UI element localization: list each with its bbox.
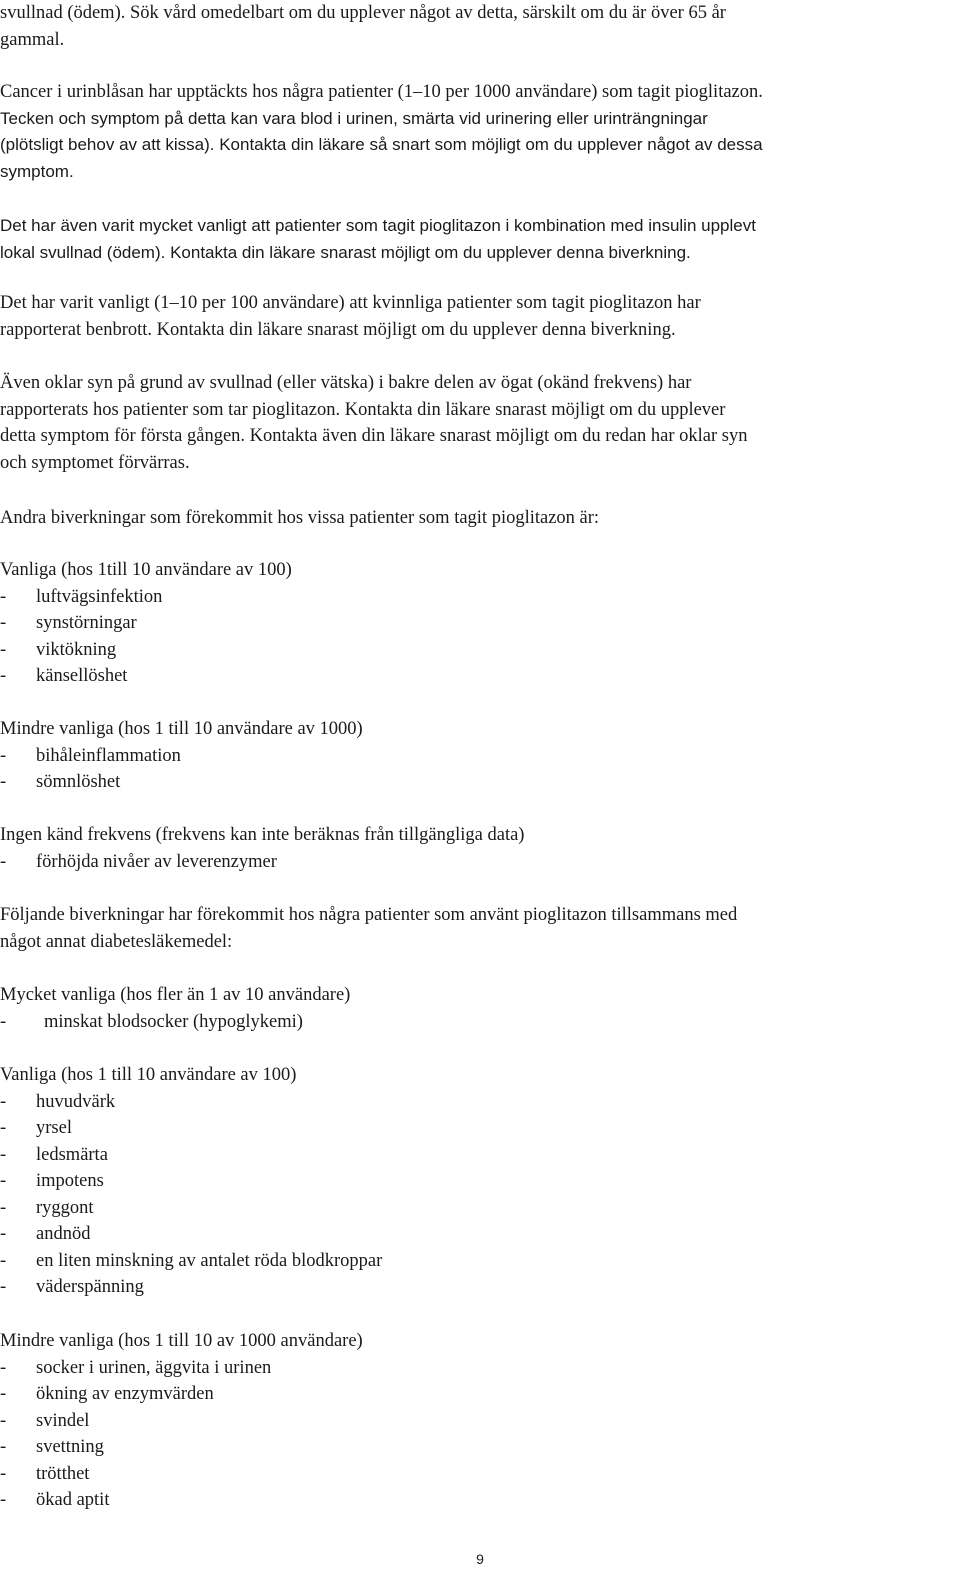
list-item-text: socker i urinen, äggvita i urinen bbox=[36, 1357, 272, 1378]
combination-very-common-list bbox=[0, 982, 955, 1035]
list-item bbox=[0, 1274, 955, 1301]
list-dash: - bbox=[0, 1463, 7, 1484]
common-side-effects-list bbox=[0, 557, 955, 690]
list-dash: - bbox=[0, 1224, 7, 1244]
insulin-edema-paragraph bbox=[0, 213, 955, 266]
list-item-text: synstörningar bbox=[36, 613, 137, 633]
list-item bbox=[0, 1115, 955, 1142]
text-line: och symptomet förvärras. bbox=[0, 452, 190, 473]
list-item-text: förhöjda nivåer av leverenzymer bbox=[36, 851, 277, 872]
list-item bbox=[0, 1142, 955, 1169]
text-line: (plötsligt behov av att kissa). Kontakta din läkare så snart som möjligt om du upplever något av dessa bbox=[0, 135, 763, 154]
list-item-text: ökad aptit bbox=[36, 1490, 110, 1510]
list-dash: - bbox=[0, 745, 7, 766]
list-item-text: sömnlöshet bbox=[36, 772, 121, 792]
text-line: något annat diabetesläkemedel: bbox=[0, 931, 233, 952]
text-line: Följande biverkningar har förekommit hos några patienter som använt pioglitazon tillsammans med bbox=[0, 905, 738, 925]
list-item-text: bihåleinflammation bbox=[36, 745, 181, 766]
list-dash: - bbox=[0, 1437, 7, 1457]
list-item bbox=[0, 1461, 955, 1488]
list-heading: Mindre vanliga (hos 1 till 10 av 1000 användare) bbox=[0, 1331, 363, 1351]
list-item-text: känsellöshet bbox=[36, 666, 128, 686]
list-item-text: ryggont bbox=[36, 1197, 94, 1218]
list-item bbox=[0, 1408, 955, 1435]
list-item-text: viktökning bbox=[36, 639, 117, 660]
text-line: gammal. bbox=[0, 29, 65, 50]
list-dash: - bbox=[0, 1490, 7, 1510]
text-line: Det har varit vanligt (1–10 per 100 användare) att kvinnliga patienter som tagit pioglitazon har bbox=[0, 293, 701, 313]
intro-paragraph bbox=[0, 0, 955, 53]
blurred-vision-paragraph bbox=[0, 370, 955, 476]
list-heading: Mindre vanliga (hos 1 till 10 användare av 1000) bbox=[0, 719, 363, 739]
list-item-text: luftvägsinfektion bbox=[36, 586, 163, 607]
uncommon-side-effects-list bbox=[0, 716, 955, 796]
list-dash: - bbox=[0, 1144, 7, 1165]
list-item-text: trötthet bbox=[36, 1463, 90, 1484]
list-item-text: ökning av enzymvärden bbox=[36, 1384, 214, 1404]
list-heading: Mycket vanliga (hos fler än 1 av 10 användare) bbox=[0, 985, 351, 1005]
list-item bbox=[0, 1248, 955, 1275]
list-item-text: väderspänning bbox=[36, 1277, 144, 1297]
list-item bbox=[0, 610, 955, 637]
text-line: svullnad (ödem). Sök vård omedelbart om du upplever något av detta, särskilt om du är över 65 år bbox=[0, 3, 726, 23]
combination-common-list bbox=[0, 1062, 955, 1301]
list-dash: - bbox=[0, 1384, 7, 1404]
text-line: rapporterat benbrott. Kontakta din läkare snarast möjligt om du upplever denna biverkning. bbox=[0, 319, 676, 340]
other-side-effects-intro bbox=[0, 505, 955, 532]
text-line: Det har även varit mycket vanligt att patienter som tagit pioglitazon i kombination med insulin upplevt bbox=[0, 216, 756, 235]
text-line: detta symptom för första gången. Kontakta även din läkare snarast möjligt om du redan har oklar syn bbox=[0, 426, 748, 446]
list-heading: Ingen känd frekvens (frekvens kan inte beräknas från tillgängliga data) bbox=[0, 825, 525, 845]
list-item-text: minskat blodsocker (hypoglykemi) bbox=[44, 1011, 303, 1032]
text-line: Tecken och symptom på detta kan vara blod i urinen, smärta vid urinering eller urinträngningar bbox=[0, 108, 708, 128]
unknown-frequency-list bbox=[0, 822, 955, 875]
list-item bbox=[0, 1434, 955, 1461]
list-item bbox=[0, 769, 955, 796]
list-dash: - bbox=[0, 1118, 7, 1138]
text-line: Även oklar syn på grund av svullnad (eller vätska) i bakre delen av ögat (okänd frekvens) har bbox=[0, 373, 692, 393]
list-item bbox=[0, 584, 955, 611]
list-dash: - bbox=[0, 851, 7, 872]
list-item bbox=[0, 1355, 955, 1382]
combination-intro-paragraph bbox=[0, 902, 955, 955]
list-item-text: andnöd bbox=[36, 1224, 91, 1244]
list-item-text: ledsmärta bbox=[36, 1144, 108, 1165]
list-dash: - bbox=[0, 1250, 7, 1271]
list-item-text: yrsel bbox=[36, 1118, 72, 1138]
list-item bbox=[0, 1168, 955, 1195]
list-dash: - bbox=[0, 1410, 7, 1431]
list-item-text: huvudvärk bbox=[36, 1091, 116, 1112]
list-dash: - bbox=[0, 1357, 7, 1378]
list-heading: Vanliga (hos 1 till 10 användare av 100) bbox=[0, 1065, 297, 1085]
text-line: Andra biverkningar som förekommit hos vissa patienter som tagit pioglitazon är: bbox=[0, 508, 600, 528]
combination-uncommon-list bbox=[0, 1328, 955, 1514]
list-dash: - bbox=[0, 586, 7, 607]
list-dash: - bbox=[0, 1091, 7, 1112]
list-item-text: impotens bbox=[36, 1171, 104, 1191]
list-item bbox=[0, 1221, 955, 1248]
list-item bbox=[0, 1195, 955, 1222]
list-item bbox=[0, 663, 955, 690]
bladder-cancer-paragraph bbox=[0, 79, 955, 185]
text-line: Cancer i urinblåsan har upptäckts hos några patienter (1–10 per 1000 användare) som tagit pioglitazon. bbox=[0, 82, 763, 102]
list-item bbox=[0, 849, 955, 876]
list-dash: - bbox=[0, 1277, 7, 1297]
list-dash: - bbox=[0, 772, 7, 792]
list-item-text: svettning bbox=[36, 1437, 104, 1457]
list-item-text: en liten minskning av antalet röda blodkroppar bbox=[36, 1250, 383, 1271]
list-dash: - bbox=[0, 639, 7, 660]
text-line: lokal svullnad (ödem). Kontakta din läkare snarast möjligt om du upplever denna biverkning. bbox=[0, 242, 691, 262]
bone-fracture-paragraph bbox=[0, 290, 955, 343]
list-item bbox=[0, 1381, 955, 1408]
list-dash: - bbox=[0, 1171, 7, 1191]
list-dash: - bbox=[0, 666, 7, 686]
list-item-text: svindel bbox=[36, 1410, 90, 1431]
page-number: 9 bbox=[476, 1551, 484, 1567]
list-item bbox=[0, 1487, 955, 1514]
list-item bbox=[0, 1089, 955, 1116]
list-item bbox=[0, 637, 955, 664]
list-dash: - bbox=[0, 1197, 7, 1218]
list-dash: - bbox=[0, 613, 7, 633]
list-heading: Vanliga (hos 1till 10 användare av 100) bbox=[0, 560, 292, 580]
text-line: symptom. bbox=[0, 161, 74, 181]
list-item bbox=[0, 743, 955, 770]
list-dash: - bbox=[0, 1011, 7, 1032]
text-line: rapporterats hos patienter som tar pioglitazon. Kontakta din läkare snarast möjligt om du upplever bbox=[0, 399, 726, 420]
list-item bbox=[0, 1009, 955, 1036]
